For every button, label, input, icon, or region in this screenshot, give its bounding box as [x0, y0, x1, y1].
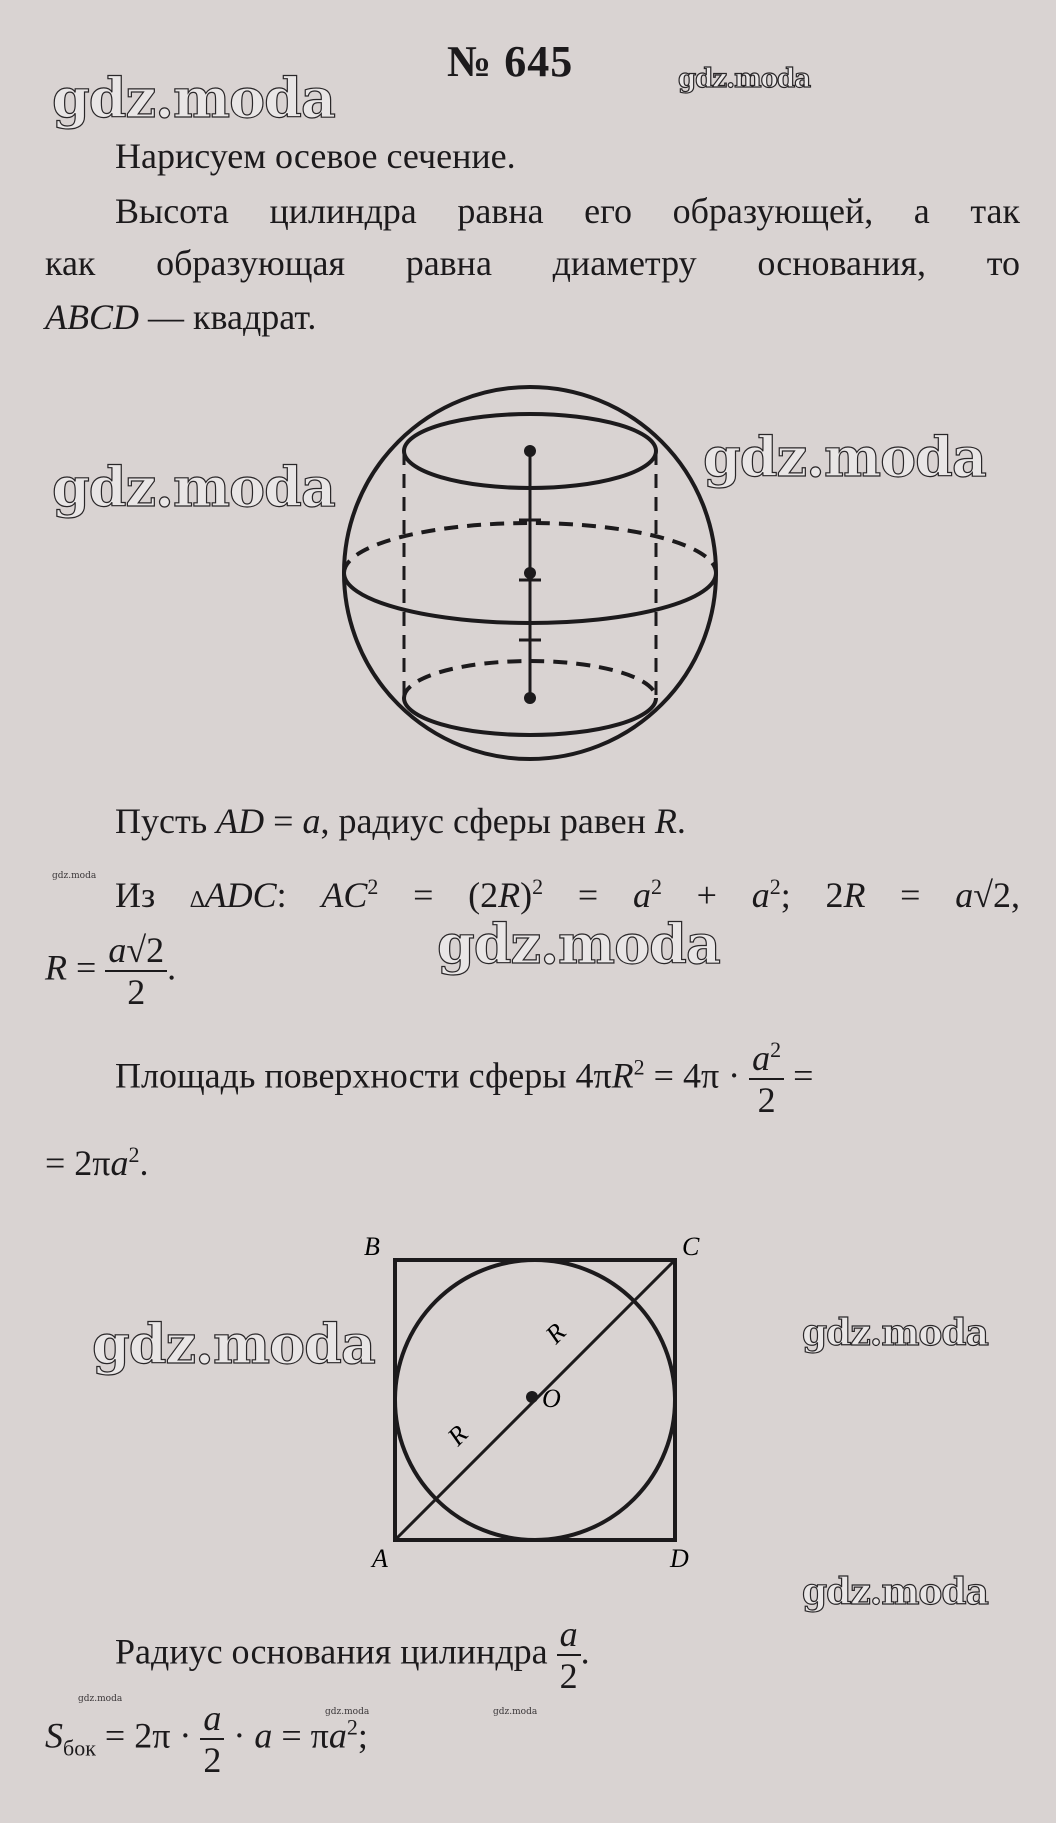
- point-top-center: [524, 445, 536, 457]
- text-line: [115, 1037, 814, 1120]
- watermark: gdz.moda: [52, 871, 97, 881]
- text-line: как образующая равна диаметру основания, то: [45, 243, 1020, 283]
- watermark: gdz.moda: [52, 455, 335, 519]
- text-span: = 2π ·: [95, 1715, 201, 1756]
- var-a: a: [110, 1143, 129, 1183]
- watermark: gdz.moda: [678, 64, 811, 94]
- subscript: бок: [63, 1735, 96, 1761]
- var-a: a: [108, 930, 127, 970]
- fraction-numerator: a: [200, 1700, 224, 1740]
- watermark: gdz.moda: [802, 1312, 988, 1354]
- exponent: 2: [367, 874, 379, 899]
- exponent: 2: [532, 874, 544, 899]
- text-span: ; 2: [780, 875, 844, 915]
- label-b: B: [364, 1235, 380, 1261]
- sqrt-expression: √2: [973, 875, 1011, 915]
- label-o: O: [542, 1384, 561, 1413]
- label-a: A: [372, 1544, 388, 1573]
- text-line: [45, 1140, 148, 1186]
- text-line: [115, 1616, 590, 1694]
- text-span: :: [276, 875, 322, 915]
- triangle-symbol: ∆: [189, 887, 205, 913]
- axial-section-figure: [360, 1235, 720, 1575]
- text-span: =: [67, 947, 106, 988]
- text-span: ): [520, 875, 533, 915]
- text-span: =: [865, 875, 956, 915]
- watermark: gdz.moda: [325, 1707, 370, 1717]
- var-a: a: [328, 1715, 347, 1756]
- fraction: [200, 1700, 224, 1778]
- text-span: ·: [224, 1715, 255, 1756]
- var-r: R: [654, 801, 677, 841]
- fraction-numerator: a: [557, 1616, 581, 1656]
- text-span: = π: [272, 1715, 329, 1756]
- point-o: [526, 1391, 538, 1403]
- watermark: gdz.moda: [92, 1312, 375, 1376]
- exponent: 2: [650, 874, 662, 899]
- var-adc: ADC: [204, 875, 277, 915]
- text-span: — квадрат.: [139, 297, 317, 337]
- watermark: gdz.moda: [703, 425, 986, 489]
- text-span: , радиус сферы равен: [320, 801, 655, 841]
- var-abcd: ABCD: [45, 297, 139, 337]
- fraction-numerator: [105, 932, 167, 972]
- fraction-denominator: 2: [757, 1080, 776, 1120]
- label-r-upper: R: [539, 1317, 572, 1350]
- exponent: 2: [633, 1054, 645, 1080]
- watermark: gdz.moda: [52, 66, 335, 130]
- text-span: ,: [1011, 875, 1020, 915]
- fraction: [749, 1037, 784, 1120]
- text-span: = (2: [378, 875, 499, 915]
- var-a: a: [254, 1715, 273, 1756]
- text-span: Из: [115, 875, 190, 915]
- var-ad: AD: [216, 801, 265, 841]
- label-r-lower: R: [441, 1419, 474, 1452]
- var-a: a: [632, 875, 651, 915]
- exponent: 2: [769, 874, 781, 899]
- formula-lateral-area: [45, 1700, 368, 1778]
- fraction-numerator: [749, 1037, 784, 1080]
- fraction-denominator: 2: [559, 1656, 578, 1696]
- text-span: +: [661, 875, 752, 915]
- sqrt-expression: √2: [126, 930, 165, 970]
- text-line: Нарисуем осевое сечение.: [115, 136, 516, 176]
- var-ac: AC: [321, 875, 368, 915]
- exponent: 2: [346, 1714, 358, 1740]
- text-line: [115, 872, 1020, 923]
- text-span: Радиус основания цилиндра: [115, 1631, 557, 1672]
- exponent: 2: [770, 1037, 782, 1062]
- watermark: gdz.moda: [78, 1694, 123, 1704]
- exponent: 2: [128, 1142, 140, 1167]
- text-span: = 2π: [45, 1143, 111, 1183]
- var-a: a: [955, 875, 974, 915]
- text-span: =: [543, 875, 633, 915]
- label-c: C: [682, 1235, 700, 1261]
- text-span: Площадь поверхности сферы 4π: [115, 1055, 612, 1096]
- text-span: .: [676, 801, 686, 841]
- watermark: gdz.moda: [802, 1571, 988, 1613]
- fraction-denominator: 2: [203, 1740, 222, 1780]
- text-span: .: [167, 947, 177, 988]
- text-span: ;: [357, 1715, 368, 1756]
- var-r: R: [45, 947, 67, 988]
- text-span: Пусть: [115, 801, 217, 841]
- text-line: [45, 294, 316, 340]
- var-r: R: [498, 875, 521, 915]
- fraction: [105, 932, 167, 1010]
- page-title: № 645: [447, 37, 574, 86]
- fraction-denominator: 2: [127, 972, 146, 1012]
- formula-r: [45, 932, 176, 1010]
- text-span: =: [784, 1055, 814, 1096]
- label-d: D: [670, 1544, 689, 1573]
- text-span: =: [264, 801, 303, 841]
- watermark: gdz.moda: [437, 912, 720, 976]
- var-r: R: [843, 875, 866, 915]
- var-s: S: [45, 1715, 63, 1756]
- fraction: [557, 1616, 581, 1694]
- var-a: a: [752, 1038, 771, 1078]
- watermark: gdz.moda: [493, 1707, 538, 1717]
- var-a: a: [302, 801, 321, 841]
- point-sphere-center: [524, 567, 536, 579]
- text-line: [115, 798, 686, 844]
- text-span: = 4π ·: [644, 1055, 750, 1096]
- point-bottom-center: [524, 692, 536, 704]
- var-a: a: [751, 875, 770, 915]
- var-r: R: [611, 1055, 634, 1096]
- text-line: Высота цилиндра равна его образующей, а так: [115, 191, 1020, 231]
- text-span: .: [139, 1143, 149, 1183]
- text-span: .: [580, 1631, 590, 1672]
- sphere-cylinder-figure: [330, 380, 730, 780]
